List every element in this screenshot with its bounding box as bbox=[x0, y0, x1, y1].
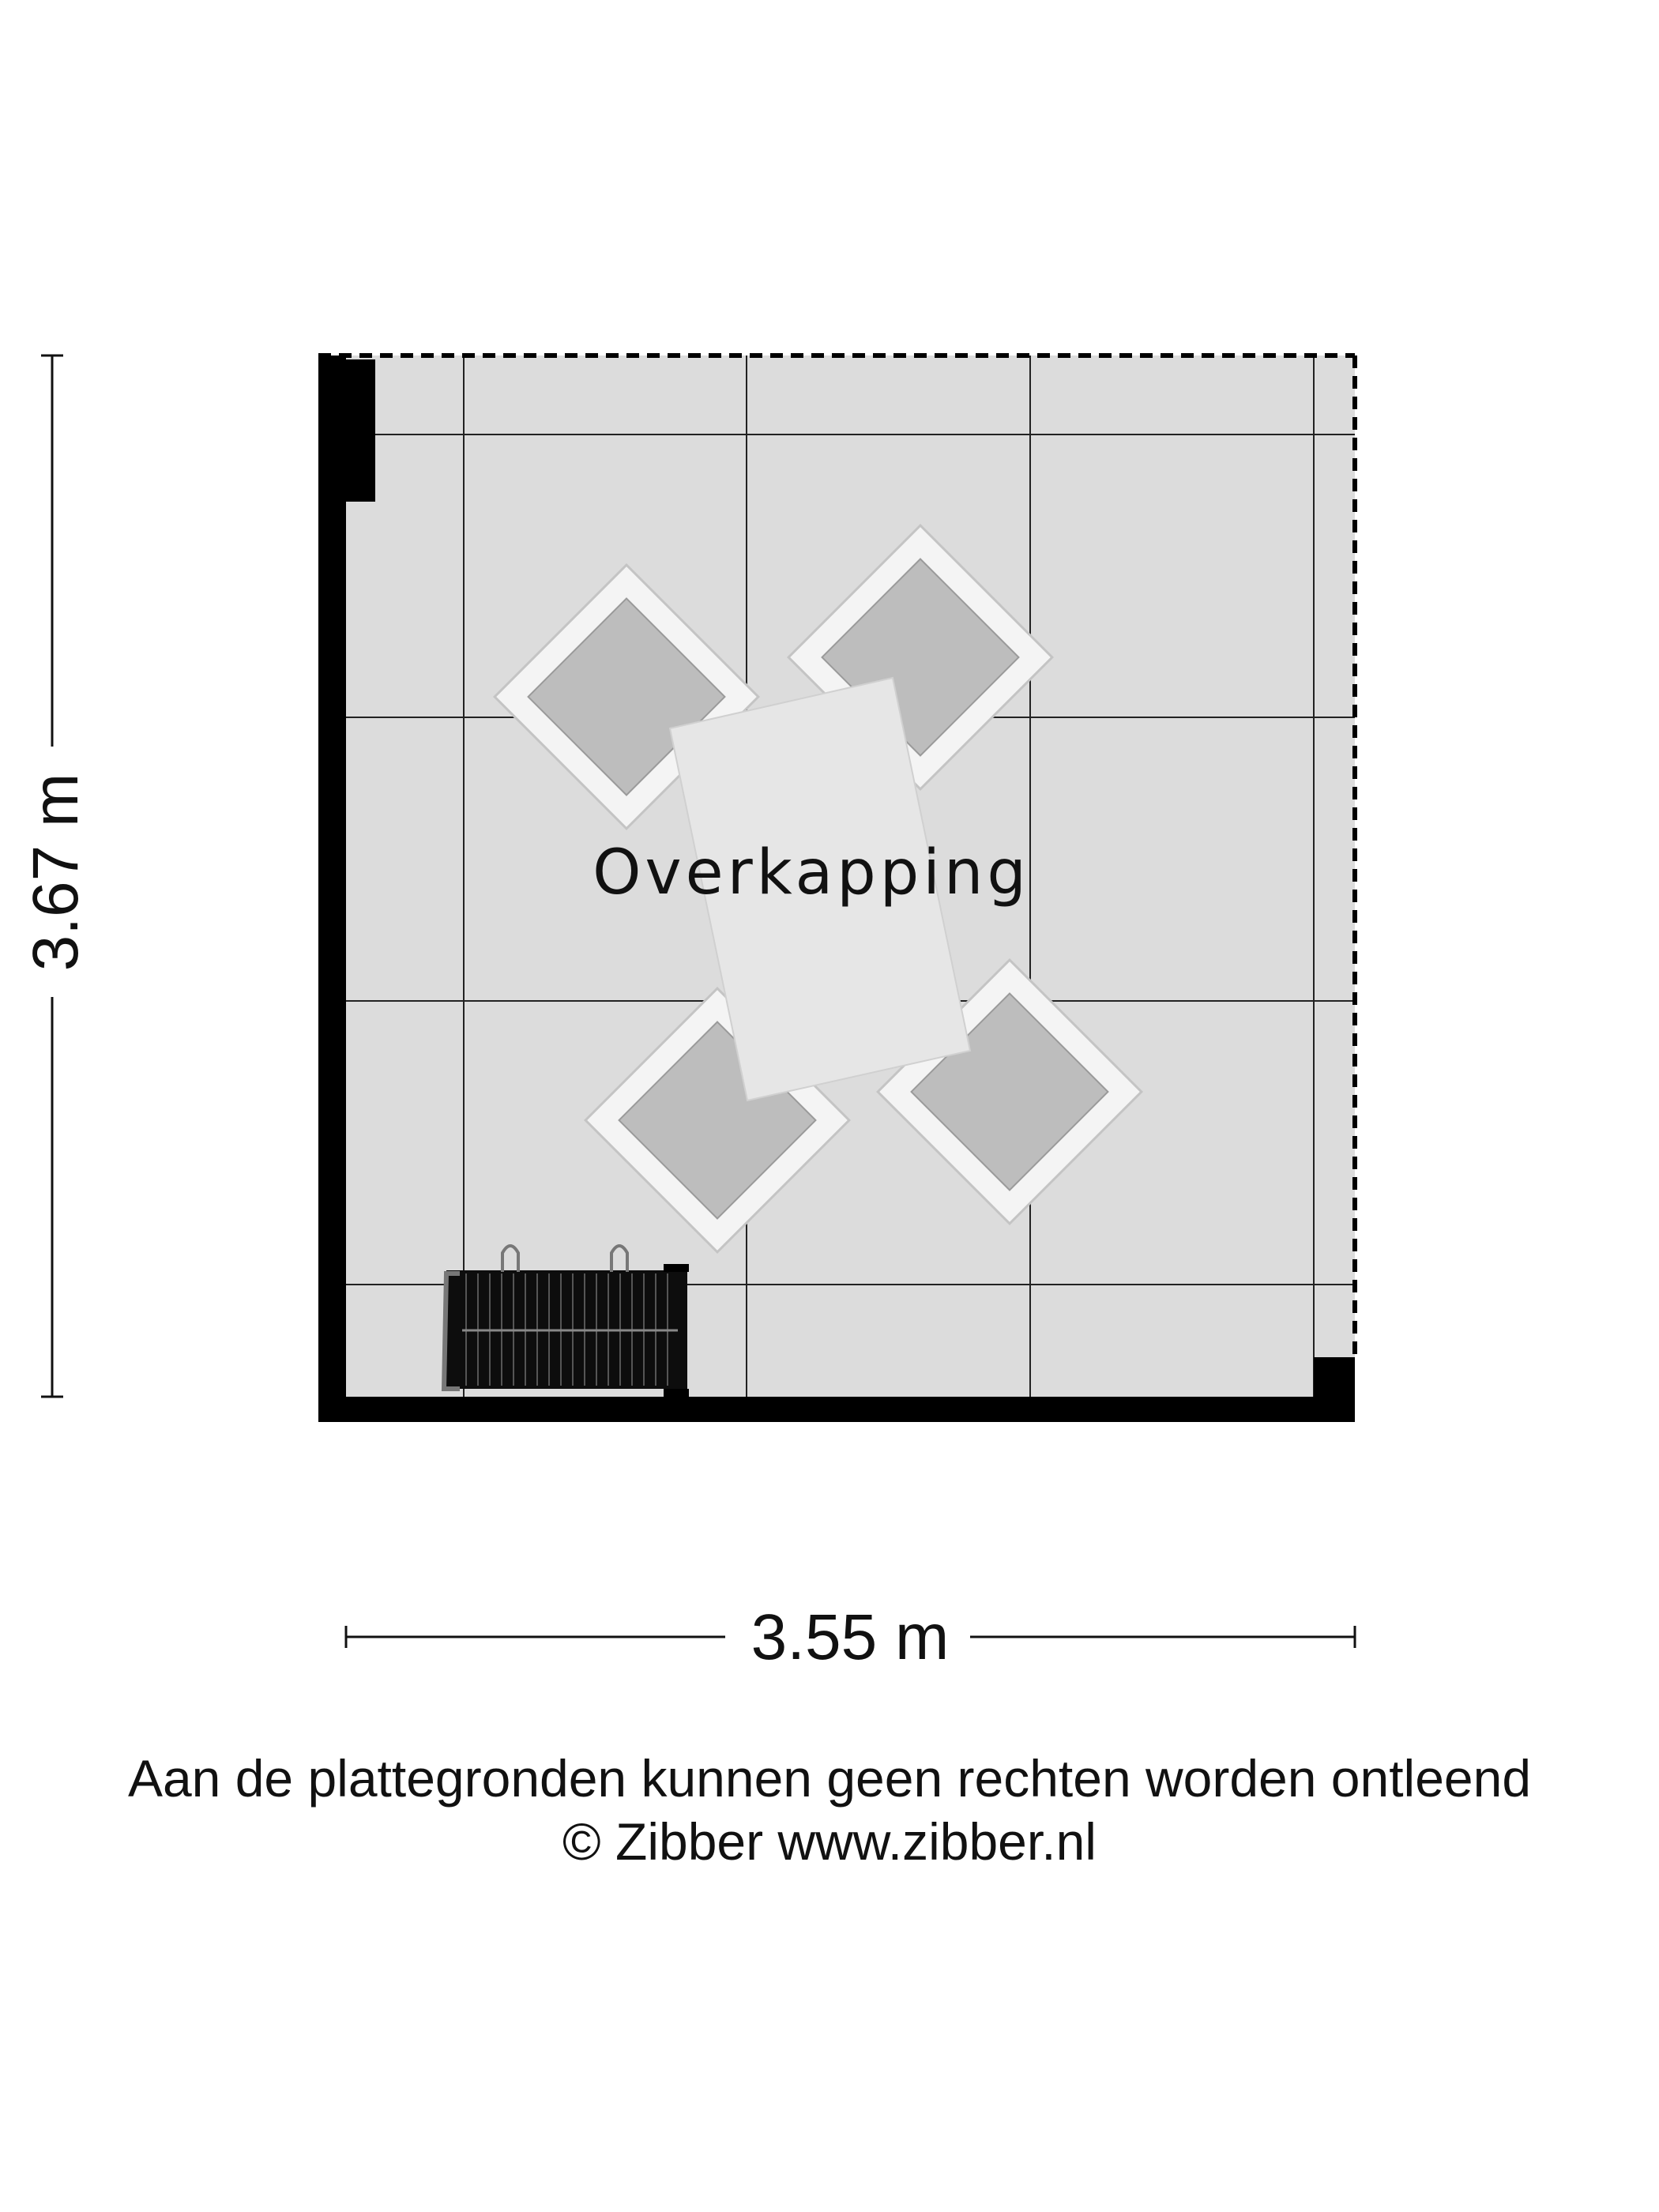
wall-pillar-top-left bbox=[318, 359, 375, 502]
room-label: Overkapping bbox=[592, 837, 1030, 908]
wall-left bbox=[318, 356, 346, 1422]
width-label: 3.55 m bbox=[750, 1601, 950, 1673]
disclaimer-text: Aan de plattegronden kunnen geen rechten worden ontleend bbox=[127, 1749, 1532, 1808]
copyright-text: © Zibber www.zibber.nl bbox=[562, 1812, 1097, 1871]
height-label: 3.67 m bbox=[20, 773, 92, 972]
wall-pillar-bottom-right bbox=[1314, 1357, 1355, 1397]
wall-bottom bbox=[318, 1397, 1355, 1422]
